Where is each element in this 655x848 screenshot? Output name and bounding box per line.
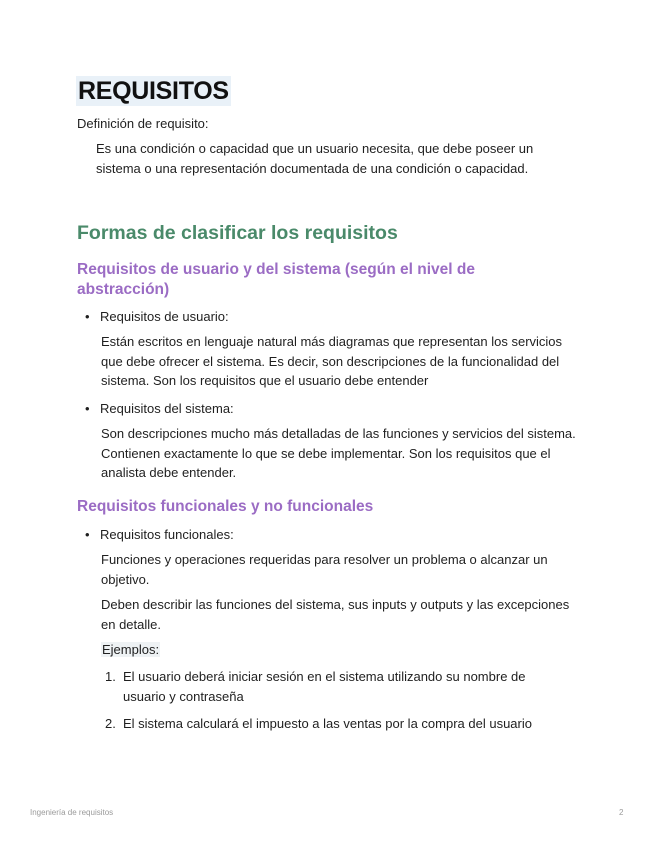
list-item-number: 2. (105, 716, 116, 731)
list-item (105, 714, 565, 734)
bullet-icon: • (85, 527, 90, 542)
list-item-text: El sistema calculará el impuesto a las ventas por la compra del usuario (123, 716, 532, 731)
system-requirements-text: Son descripciones mucho más detalladas de las funciones y servicios del sistema. Contienen exactamente lo que se debe implementar. Son los requisitos que el analista debe entender. (101, 426, 576, 480)
definition-text: Es una condición o capacidad que un usuario necesita, que debe poseer un sistema o una representación documentada de una condición o capacidad. (96, 141, 534, 176)
list-item (105, 667, 565, 706)
user-requirements-text: Están escritos en lenguaje natural más diagramas que representan los servicios que debe ofrecer el sistema. Es decir, son descripciones de la funcionalidad del sistema. Son los requisitos que el usuario debe entender (101, 334, 563, 388)
examples-label: Ejemplos: (102, 642, 160, 657)
examples-label-wrap (101, 640, 581, 660)
definition-label: Definición de requisito: (77, 116, 209, 131)
bullet-label: Requisitos del sistema: (100, 401, 234, 416)
bullet-label: Requisitos funcionales: (100, 527, 234, 542)
page-title: REQUISITOS (78, 77, 229, 105)
subsection-heading-functional: Requisitos funcionales y no funcionales (77, 498, 374, 515)
subsection-heading-abstraction: Requisitos de usuario y del sistema (según el nivel de abstracción) (77, 261, 475, 298)
footer-page-number: 2 (619, 808, 624, 817)
functional-requirements-detail: Deben describir las funciones del sistema, sus inputs y outputs y las excepciones en detalle. (101, 597, 570, 632)
section-heading: Formas de clasificar los requisitos (77, 222, 398, 244)
bullet-icon: • (85, 401, 90, 416)
bullet-item-functional-requirements (85, 527, 234, 543)
list-item-number: 1. (105, 669, 116, 684)
bullet-icon: • (85, 309, 90, 324)
bullet-item-user-requirements (85, 309, 229, 325)
bullet-item-system-requirements (85, 401, 234, 417)
footer-document-title: Ingeniería de requisitos (30, 808, 114, 817)
list-item-text: El usuario deberá iniciar sesión en el sistema utilizando su nombre de usuario y contraseña (123, 669, 526, 704)
bullet-label: Requisitos de usuario: (100, 309, 229, 324)
functional-requirements-text: Funciones y operaciones requeridas para resolver un problema o alcanzar un objetivo. (101, 552, 548, 587)
